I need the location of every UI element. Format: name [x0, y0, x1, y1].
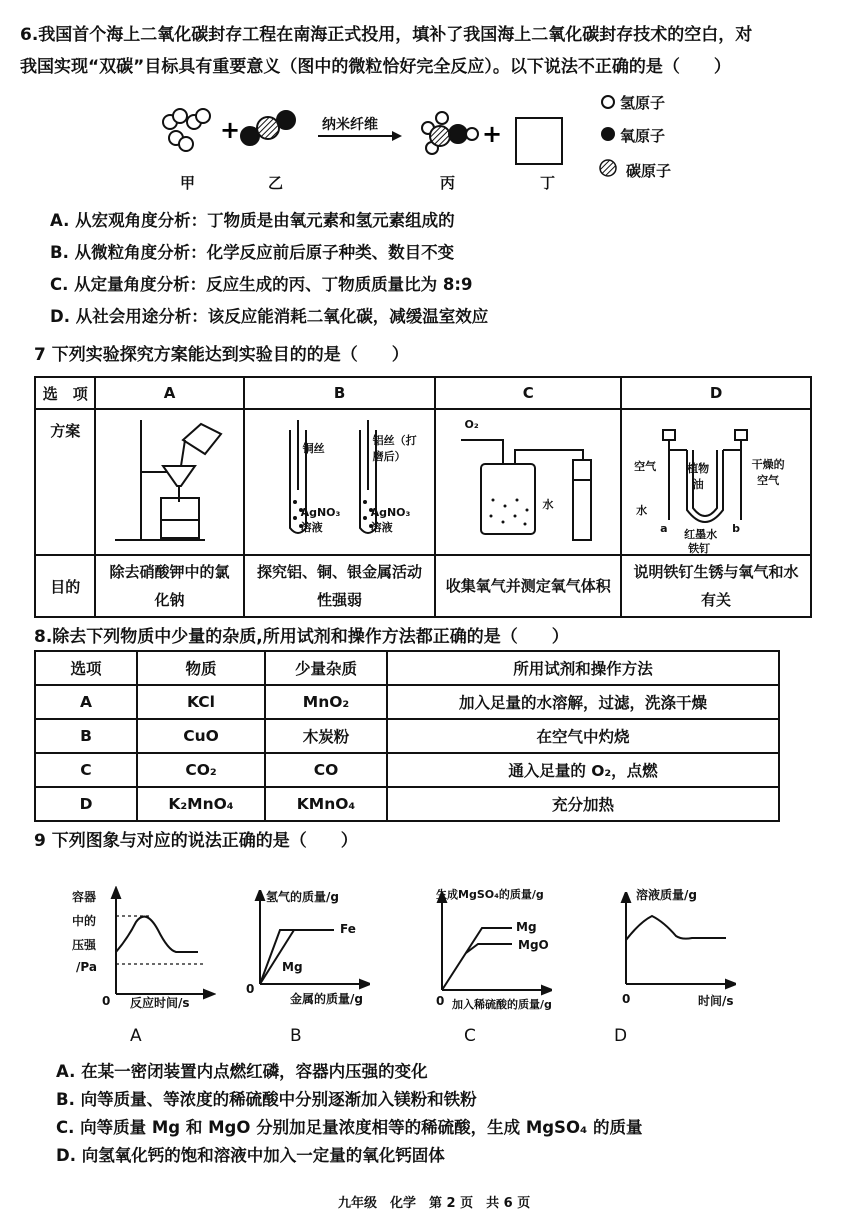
q9-stem: 9 下列图象与对应的说法正确的是（ ） — [34, 831, 358, 851]
graph-c-series-mgo: MgO — [518, 938, 549, 952]
cell: CO — [265, 753, 387, 787]
q7-goal-label: 目的 — [35, 555, 95, 617]
q7-plan-c — [435, 409, 621, 555]
arrow-label: 纳米纤维 — [322, 117, 378, 133]
graph-b-xlabel: 金属的质量/g — [290, 992, 363, 1006]
cell: 通入足量的 O₂，点燃 — [387, 753, 779, 787]
molecule-bing — [422, 112, 478, 154]
graph-c-caption: C — [464, 1026, 476, 1046]
q7-goal-b: 探究铝、铜、银金属活动性强弱 — [244, 555, 436, 617]
q6-option-d: D. 从社会用途分析：该反应能消耗二氧化碳，减缓温室效应 — [50, 307, 489, 326]
d-label-red-ink: 红墨水 — [684, 528, 718, 541]
q9-option-c: C. 向等质量 Mg 和 MgO 分别加足量浓度相等的稀硫酸，生成 MgSO₄ 的质量 — [56, 1118, 643, 1137]
graph-c-xlabel: 加入稀硫酸的质量/g — [452, 998, 552, 1011]
molecule-yi — [241, 111, 295, 145]
b-label-copper: 铜丝 — [302, 442, 325, 455]
d-label-water: 水 — [636, 504, 648, 517]
cell: 充分加热 — [387, 787, 779, 821]
graph-d-caption: D — [614, 1026, 628, 1046]
q8-table — [34, 650, 780, 822]
label-ding: 丁 — [540, 174, 556, 192]
molecule-jia — [163, 109, 210, 151]
graph-a-caption: A — [130, 1026, 142, 1046]
q7-header-d: D — [621, 377, 811, 409]
table-row — [35, 685, 779, 719]
svg-text:+: + — [482, 120, 503, 148]
graph-a-ylabel-3: 压强 — [72, 938, 97, 952]
q7-plan-a — [95, 409, 243, 555]
cell: MnO₂ — [265, 685, 387, 719]
q7-goal-c: 收集氧气并测定氧气体积 — [435, 555, 621, 617]
legend-oxygen: 氧原子 — [620, 127, 666, 145]
q7-table — [34, 376, 812, 618]
q7-plan-b — [244, 409, 436, 555]
q6-option-b: B. 从微粒角度分析：化学反应前后原子种类、数目不变 — [50, 243, 455, 262]
q9-option-a: A. 在某一密闭装置内点燃红磷，容器内压强的变化 — [56, 1062, 428, 1081]
graph-a-ylabel-2: 中的 — [72, 914, 97, 928]
d-label-air: 空气 — [634, 460, 657, 473]
graph-d-xlabel: 时间/s — [698, 994, 734, 1008]
q6-reaction-diagram — [150, 100, 710, 200]
d-label-b: b — [732, 522, 740, 535]
q9-option-d: D. 向氢氧化钙的饱和溶液中加入一定量的氧化钙固体 — [56, 1146, 445, 1165]
q7-header-b: B — [244, 377, 436, 409]
graph-d-ylabel: 溶液质量/g — [636, 888, 697, 902]
q8-header-impurity: 少量杂质 — [265, 651, 387, 685]
graph-c-origin: 0 — [436, 994, 445, 1008]
cell: CuO — [137, 719, 265, 753]
graph-b-series-mg: Mg — [282, 960, 303, 974]
q7-plan-label: 方案 — [35, 409, 95, 555]
q8-header-method: 所用试剂和操作方法 — [387, 651, 779, 685]
cell: CO₂ — [137, 753, 265, 787]
graph-d-origin: 0 — [622, 992, 631, 1006]
label-jia: 甲 — [180, 174, 196, 192]
graph-b-plot — [250, 890, 370, 994]
graph-b-ylabel: 氢气的质量/g — [266, 890, 339, 904]
q7-goal-d: 说明铁钉生锈与氧气和水有关 — [621, 555, 811, 617]
q7-header-c: C — [435, 377, 621, 409]
b-label-agno3-1: AgNO₃溶液 — [300, 506, 341, 534]
graph-a-ylabel-4: /Pa — [76, 960, 97, 974]
cell: KCl — [137, 685, 265, 719]
graph-b-caption: B — [290, 1026, 302, 1046]
filtration-apparatus — [105, 410, 235, 550]
graph-c-ylabel: 生成MgSO₄的质量/g — [436, 888, 544, 901]
cell: KMnO₄ — [265, 787, 387, 821]
b-label-agno3-2: AgNO₃溶液 — [370, 506, 411, 534]
graph-a-xlabel: 反应时间/s — [130, 996, 190, 1010]
atom-legend-symbols — [598, 92, 622, 182]
d-label-nail: 铁钉 — [688, 542, 711, 555]
legend-hydrogen: 氢原子 — [620, 94, 666, 112]
q8-header-substance: 物质 — [137, 651, 265, 685]
q7-header-a: A — [95, 377, 243, 409]
graph-a-origin: 0 — [102, 994, 111, 1008]
graph-b-series-fe: Fe — [340, 922, 356, 936]
cell: 加入足量的水溶解，过滤，洗涤干燥 — [387, 685, 779, 719]
legend-carbon: 碳原子 — [626, 162, 672, 180]
cell: 在空气中灼烧 — [387, 719, 779, 753]
cell: A — [35, 685, 137, 719]
q6-option-c: C. 从定量角度分析：反应生成的丙、丁物质质量比为 8:9 — [50, 275, 473, 294]
q6-option-a: A. 从宏观角度分析：丁物质是由氧元素和氢元素组成的 — [50, 211, 455, 230]
svg-text:+: + — [220, 116, 241, 144]
label-bing: 丙 — [440, 174, 456, 192]
q8-stem: 8.除去下列物质中少量的杂质,所用试剂和操作方法都正确的是（ ） — [34, 627, 569, 647]
q7-stem: 7 下列实验探究方案能达到实验目的的是（ ） — [34, 345, 409, 365]
table-row — [35, 719, 779, 753]
q9-option-b: B. 向等质量、等浓度的稀硫酸中分别逐渐加入镁粉和铁粉 — [56, 1090, 477, 1109]
d-label-dry-air: 干燥的空气 — [751, 458, 785, 487]
graph-d-plot — [616, 892, 736, 992]
d-label-a: a — [660, 522, 668, 535]
q7-goal-a: 除去硝酸钾中的氯化钠 — [95, 555, 243, 617]
q7-plan-d — [621, 409, 811, 555]
table-row — [35, 753, 779, 787]
cell: 木炭粉 — [265, 719, 387, 753]
cell: D — [35, 787, 137, 821]
table-row — [35, 787, 779, 821]
q7-header-option: 选 项 — [35, 377, 95, 409]
c-label-water: 水 — [542, 498, 554, 511]
d-label-oil: 植物油 — [687, 462, 710, 491]
graph-c-series-mg: Mg — [516, 920, 537, 934]
graph-a-plot — [106, 886, 216, 1006]
label-yi: 乙 — [268, 174, 284, 192]
cell: B — [35, 719, 137, 753]
graph-b-origin: 0 — [246, 982, 255, 996]
q6-stem-line1: 6.我国首个海上二氧化碳封存工程在南海正式投用，填补了我国海上二氧化碳封存技术的空白，对 — [20, 25, 753, 45]
cell: K₂MnO₄ — [137, 787, 265, 821]
q8-header-option: 选项 — [35, 651, 137, 685]
page-footer: 九年级 化学 第 2 页 共 6 页 — [338, 1196, 531, 1211]
b-label-aluminium: 铝丝（打磨后） — [372, 434, 417, 463]
molecule-ding-box — [516, 118, 562, 164]
graph-a-ylabel-1: 容器 — [72, 890, 97, 904]
q6-stem-line2: 我国实现“双碳”目标具有重要意义（图中的微粒恰好完全反应）。以下说法不正确的是（ ） — [20, 57, 731, 77]
c-label-o2: O₂ — [464, 418, 479, 431]
oxygen-collection-apparatus — [443, 410, 613, 550]
cell: C — [35, 753, 137, 787]
